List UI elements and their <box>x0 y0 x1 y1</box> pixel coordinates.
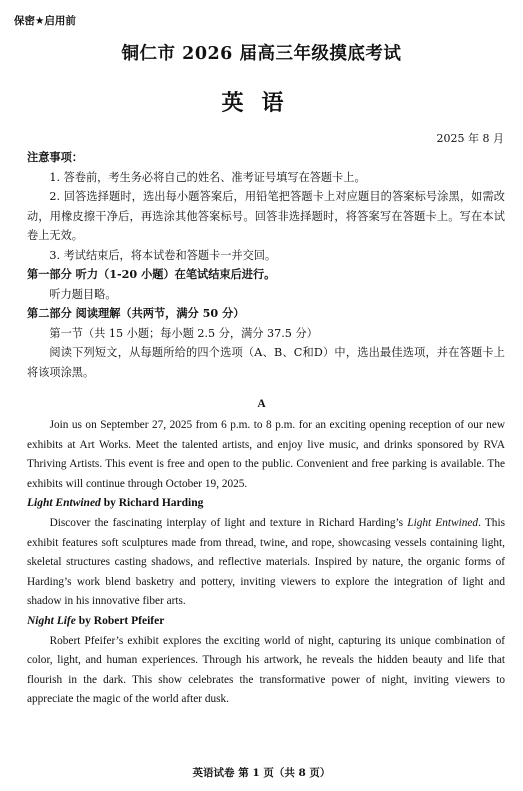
exhibit1-by: by Richard Harding <box>100 497 204 510</box>
exam-title: 铜仁市 2026 届高三年级摸底考试 <box>121 44 402 64</box>
exhibit1-text-b: . This exhibit features soft sculptures made from thread, twine, and rope, showcasing vessels containing light, skeletal structures casting shadows, and reflective materials. Inspired by nature, the organic forms of Harding’s work blend basketry and pottery, inviting viewers to explore the integration of light and shadow in his innovative fiber arts. <box>27 516 505 608</box>
notes-item-3: 3. 考试结束后，将本试卷和答题卡一并交回。 <box>49 248 277 262</box>
part1-heading: 第一部分 听力（1-20 小题）在笔试结束后进行。 <box>27 267 276 281</box>
exam-date: 2025 年 8 月 <box>436 132 504 145</box>
exhibit2-heading <box>27 612 505 632</box>
exhibit1-title: Light Entwined <box>27 497 101 510</box>
notes-heading: 注意事项： <box>27 150 83 164</box>
part2-heading: 第二部分 阅读理解（共两节，满分 50 分） <box>27 306 245 320</box>
part1-note: 听力题目略。 <box>49 287 117 301</box>
passage-label: A <box>257 398 266 410</box>
part2-instruction: 阅读下列短文，从每题所给的四个选项（A、B、C和D）中，选出最佳选项，并在答题卡上将该项涂黑。 <box>27 346 505 379</box>
page-footer: 英语试卷 第 1 页（共 8 页） <box>192 767 331 779</box>
exhibit2-title: Night Life <box>27 614 76 627</box>
exhibit1-text-a: Discover the fascinating interplay of light and texture in Richard Harding’s <box>49 516 408 529</box>
exhibit1-text <box>27 514 505 612</box>
passage-body <box>27 416 505 710</box>
subject-title: 英语 <box>221 90 302 116</box>
notes-item-1: 1. 答卷前，考生务必将自己的姓名、准考证号填写在答题卡上。 <box>49 170 366 184</box>
exhibit2-by: by Robert Pfeifer <box>75 614 165 627</box>
exhibit1-text-italic: Light Entwined <box>407 516 479 529</box>
passage-intro: Join us on September 27, 2025 from 6 p.m. to 8 p.m. for an exciting opening reception of our new exhibits at Art Works. Meet the talented artists, and enjoy live music, and drinks sponsored by RVA Thriving Artists. This event is free and open to the public. Convenient and free parking is available. The exhibits will continue through October 19, 2025. <box>27 419 505 490</box>
confidential-mark: 保密★启用前 <box>14 15 76 27</box>
notes-item-2: 2. 回答选择题时，选出每小题答案后，用铅笔把答题卡上对应题目的答案标号涂黑，如需改动，用橡皮擦干净后，再选涂其他答案标号。回答非选择题时，将答案写在答题卡上。写在本试卷上无效。 <box>27 190 505 242</box>
exhibit1-heading <box>27 494 505 514</box>
part2-section1: 第一节（共 15 小题；每小题 2.5 分，满分 37.5 分） <box>49 326 318 340</box>
exhibit2-text: Robert Pfeifer’s exhibit explores the exciting world of night, capturing its unique combination of color, light, and human experiences. Through his artwork, he reveals the hidden beauty and life that flourish in the dark. This show celebrates the transformative power of night, inviting viewers to appreciate the magic of the world after dusk. <box>27 634 505 706</box>
notes-block <box>27 148 505 382</box>
